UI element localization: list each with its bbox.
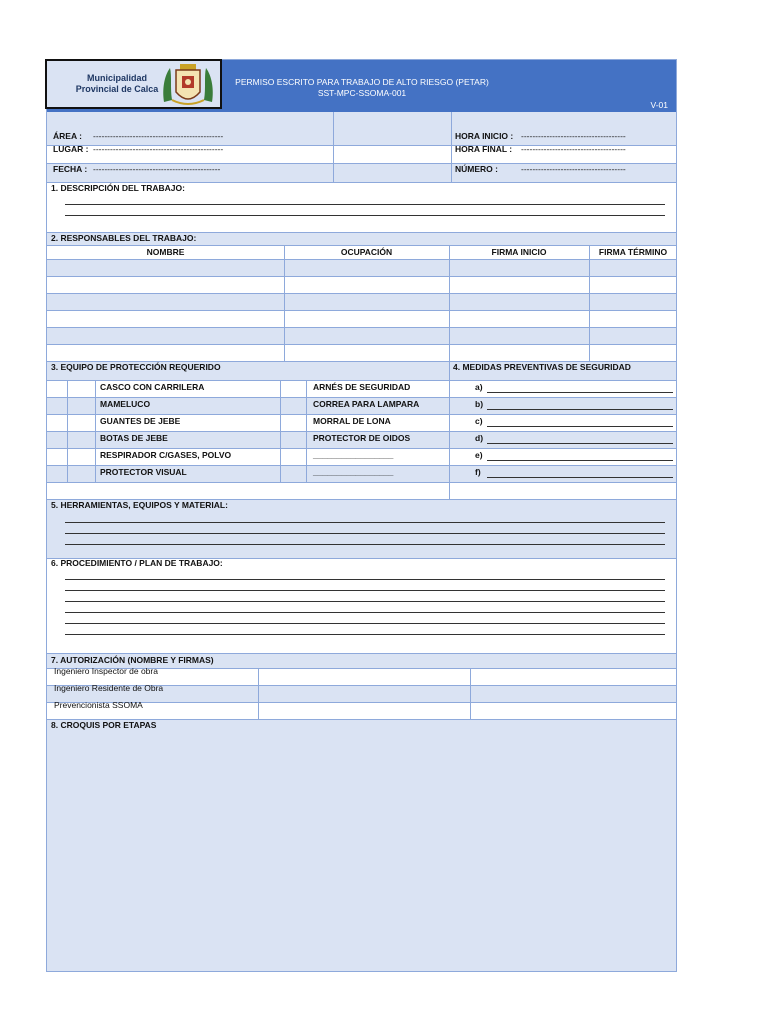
epp-checkbox[interactable] bbox=[68, 449, 88, 465]
hora-final-label: HORA FINAL : bbox=[455, 144, 513, 154]
form-code: SST-MPC-SSOMA-001 bbox=[317, 88, 407, 98]
column-header-nombre: NOMBRE bbox=[146, 247, 185, 257]
epp-item-label: CASCO CON CARRILERA bbox=[100, 382, 205, 392]
medida-label: c) bbox=[475, 416, 483, 426]
section-8-title: 8. CROQUIS POR ETAPAS bbox=[51, 720, 157, 730]
epp-other-field[interactable]: _________________ bbox=[313, 467, 394, 477]
medida-line[interactable] bbox=[487, 409, 673, 410]
fecha-label: FECHA : bbox=[53, 164, 88, 174]
epp-checkbox[interactable] bbox=[281, 381, 306, 397]
epp-item-label: PROTECTOR VISUAL bbox=[100, 467, 187, 477]
petar-form bbox=[46, 59, 677, 972]
form-version: V-01 bbox=[650, 100, 668, 110]
autorizacion-label: Prevencionista SSOMA bbox=[54, 700, 143, 710]
description-line[interactable] bbox=[65, 215, 665, 216]
numero-field[interactable]: ------------------------------------- bbox=[521, 164, 626, 174]
org-line-2: Provincial de Calca bbox=[75, 84, 159, 94]
epp-checkbox[interactable] bbox=[68, 432, 88, 448]
area-label: ÁREA : bbox=[53, 131, 82, 141]
epp-item-label: PROTECTOR DE OIDOS bbox=[313, 433, 411, 443]
form-header bbox=[47, 60, 676, 112]
table-row[interactable] bbox=[47, 328, 676, 344]
procedimiento-line[interactable] bbox=[65, 634, 665, 635]
section-2-title: 2. RESPONSABLES DEL TRABAJO: bbox=[51, 233, 197, 243]
column-header-firma-inicio: FIRMA INICIO bbox=[491, 247, 547, 257]
epp-item-label: ARNÉS DE SEGURIDAD bbox=[313, 382, 411, 392]
procedimiento-line[interactable] bbox=[65, 612, 665, 613]
medida-label: e) bbox=[475, 450, 483, 460]
medida-label: b) bbox=[475, 399, 484, 409]
epp-checkbox[interactable] bbox=[281, 466, 306, 482]
fecha-field[interactable]: --------------------------------------------- bbox=[93, 164, 221, 174]
form-title: PERMISO ESCRITO PARA TRABAJO DE ALTO RIESGO (PETAR) bbox=[235, 77, 489, 87]
autorizacion-label: Ingeniero Residente de Obra bbox=[54, 683, 164, 693]
section-1-title: 1. DESCRIPCIÓN DEL TRABAJO: bbox=[51, 183, 185, 193]
hora-inicio-field[interactable]: ------------------------------------- bbox=[521, 131, 626, 141]
epp-row bbox=[47, 483, 676, 499]
medida-line[interactable] bbox=[487, 477, 673, 478]
numero-label: NÚMERO : bbox=[455, 164, 498, 174]
procedimiento-line[interactable] bbox=[65, 590, 665, 591]
epp-checkbox[interactable] bbox=[68, 415, 88, 431]
procedimiento-line[interactable] bbox=[65, 601, 665, 602]
medida-line[interactable] bbox=[487, 426, 673, 427]
medida-line[interactable] bbox=[487, 460, 673, 461]
medida-label: a) bbox=[475, 382, 483, 392]
epp-item-label: CORREA PARA LAMPARA bbox=[313, 399, 420, 409]
table-row[interactable] bbox=[47, 260, 676, 276]
herramientas-line[interactable] bbox=[65, 533, 665, 534]
section-4-title: 4. MEDIDAS PREVENTIVAS DE SEGURIDAD bbox=[453, 362, 631, 372]
medida-label: d) bbox=[475, 433, 484, 443]
epp-checkbox[interactable] bbox=[281, 432, 306, 448]
croquis-area[interactable] bbox=[47, 720, 676, 971]
herramientas-line[interactable] bbox=[65, 544, 665, 545]
hora-inicio-label: HORA INICIO : bbox=[455, 131, 514, 141]
hora-final-field[interactable]: ------------------------------------- bbox=[521, 144, 626, 154]
lugar-field[interactable]: ---------------------------------------------- bbox=[93, 144, 224, 154]
section-6-title: 6. PROCEDIMIENTO / PLAN DE TRABAJO: bbox=[51, 558, 223, 568]
section-3-title: 3. EQUIPO DE PROTECCIÓN REQUERIDO bbox=[51, 362, 221, 372]
epp-item-label: MORRAL DE LONA bbox=[313, 416, 391, 426]
org-line-1: Municipalidad bbox=[86, 73, 147, 83]
autorizacion-label: Ingeniero Inspector de obra bbox=[54, 666, 158, 676]
epp-item-label: GUANTES DE JEBE bbox=[100, 416, 181, 426]
epp-checkbox[interactable] bbox=[68, 398, 88, 414]
epp-other-field[interactable]: _________________ bbox=[313, 450, 394, 460]
epp-checkbox[interactable] bbox=[68, 381, 88, 397]
section-7-title: 7. AUTORIZACIÓN (NOMBRE Y FIRMAS) bbox=[51, 655, 214, 665]
column-header-firma-termino: FIRMA TÉRMINO bbox=[598, 247, 668, 257]
column-header-ocupacion: OCUPACIÓN bbox=[340, 247, 393, 257]
epp-checkbox[interactable] bbox=[281, 415, 306, 431]
table-row[interactable] bbox=[47, 311, 676, 327]
medida-label: f) bbox=[475, 467, 481, 477]
section-5-title: 5. HERRAMIENTAS, EQUIPOS Y MATERIAL: bbox=[51, 500, 228, 510]
table-row[interactable] bbox=[47, 294, 676, 310]
epp-checkbox[interactable] bbox=[281, 398, 306, 414]
lugar-label: LUGAR : bbox=[53, 144, 89, 154]
epp-checkbox[interactable] bbox=[281, 449, 306, 465]
procedimiento-line[interactable] bbox=[65, 623, 665, 624]
medida-line[interactable] bbox=[487, 392, 673, 393]
epp-checkbox[interactable] bbox=[68, 466, 88, 482]
area-field[interactable]: ---------------------------------------------- bbox=[93, 131, 224, 141]
table-row[interactable] bbox=[47, 345, 676, 361]
medida-line[interactable] bbox=[487, 443, 673, 444]
epp-item-label: RESPIRADOR C/GASES, POLVO bbox=[100, 450, 232, 460]
epp-item-label: MAMELUCO bbox=[100, 399, 151, 409]
herramientas-line[interactable] bbox=[65, 522, 665, 523]
org-name bbox=[67, 73, 167, 95]
procedimiento-line[interactable] bbox=[65, 579, 665, 580]
table-row[interactable] bbox=[47, 277, 676, 293]
epp-item-label: BOTAS DE JEBE bbox=[100, 433, 168, 443]
description-line[interactable] bbox=[65, 204, 665, 205]
